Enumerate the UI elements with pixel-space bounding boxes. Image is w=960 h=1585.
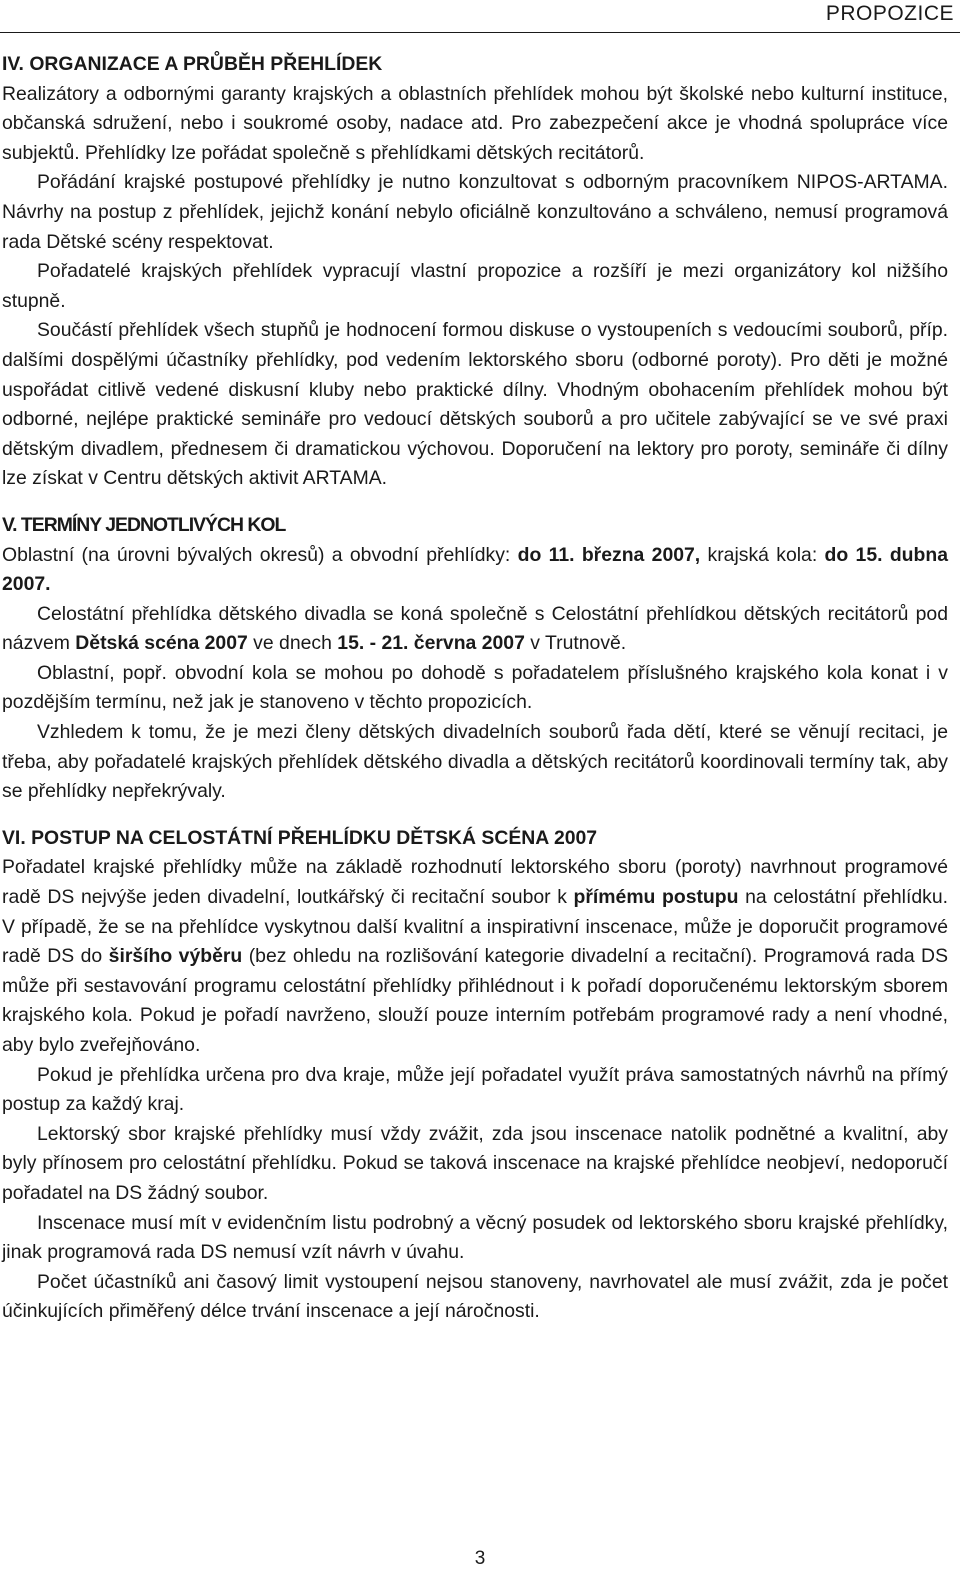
section-iv-heading: IV. ORGANIZACE A PRŮBĚH PŘEHLÍDEK xyxy=(2,53,383,75)
section-v-paragraph-3: Oblastní, popř. obvodní kola se mohou po dohodě s pořadatelem příslušného krajského kola konat i v pozdějším termínu, než jak je stanoveno v těchto propozicích. xyxy=(2,661,948,714)
section-iv-paragraph-3: Pořadatelé krajských přehlídek vypracují vlastní propozice a rozšíří je mezi organizátory kol nižšího stupně. xyxy=(2,260,948,312)
text-run: na celostátní přehlídku. V případě, že se na přehlídce vyskytnou další kvalitní a inspirativní inscenace, může je doporučit programové radě DS do xyxy=(2,886,949,968)
section-v-heading: V. TERMÍNY JEDNOTLIVÝCH KOL xyxy=(2,513,286,536)
section-vi-paragraph-5: Počet účastníků ani časový limit vystoupení nejsou stanoveny, navrhovatel ale musí zvážit, zda je počet účinkujících přiměřený délce trvání inscenace a její náročnosti. xyxy=(2,1270,948,1323)
running-header: PROPOZICE xyxy=(825,2,954,25)
section-vi-paragraph-3: Lektorský sbor krajské přehlídky musí vždy zvážit, zda jsou inscenace natolik podnětné a kvalitní, aby byly přínosem pro celostátní přehlídku. Pokud se taková inscenace na krajské přehlídce neobjeví, nedoporučí pořadatel na DS žádný soubor. xyxy=(2,1122,948,1204)
text-run: Celostátní přehlídka dětského divadla se koná společně s Celostátní přehlídkou dětských recitátorů pod názvem xyxy=(2,602,948,655)
section-iv-paragraph-2: Pořádání krajské postupové přehlídky je nutno konzultovat s odborným pracovníkem NIPOS-ARTAMA. Návrhy na postup z přehlídek, jejichž konání nebylo oficiálně konzultováno a schváleno, nemusí programová rada Dětské scény respektovat. xyxy=(2,171,948,253)
section-iv-paragraph-1: Realizátory a odbornými garanty krajských a oblastních přehlídek mohou být školské nebo kulturní instituce, občanská sdružení, nebo i soukromé osoby, nadace atd. Pro zabezpečení akce je vhodná spolupráce více subjektů. Přehlídky lze pořádat společně s přehlídkami dětských recitátorů. xyxy=(2,82,948,164)
section-vi-heading: VI. POSTUP NA CELOSTÁTNÍ PŘEHLÍDKU DĚTSKÁ SCÉNA 2007 xyxy=(2,826,598,849)
section-v-paragraph-1 xyxy=(2,541,948,600)
section-vi-paragraph-1 xyxy=(2,853,948,1060)
festival-dates: 15. - 21. června 2007 xyxy=(337,632,525,655)
deadline-oblastni: do 11. března 2007, xyxy=(517,543,701,566)
section-spacer xyxy=(2,807,948,824)
section-spacer xyxy=(2,494,948,511)
festival-name: Dětská scéna 2007 xyxy=(75,632,248,655)
text-run: Oblastní (na úrovni bývalých okresů) a obvodní přehlídky: xyxy=(2,543,518,566)
text-run: (bez ohledu na rozlišování kategorie divadelní a recitační). Programová rada DS může při sestavování programu celostátní přehlídky přihlédnout i k pořadí doporučenému lektorským sborem krajského kola. Pokud je pořadí navrženo, slouží pouze interním potřebám programové rady a není vhodné, aby bylo zveřejňováno. xyxy=(2,945,948,1056)
page-content xyxy=(2,50,948,1327)
section-vi-paragraph-4: Inscenace musí mít v evidenčním listu podrobný a věcný posudek od lektorského sboru krajské přehlídky, jinak programová rada DS nemusí vzít návrh v úvahu. xyxy=(2,1211,948,1264)
text-run: Pořadatel krajské přehlídky může na základě rozhodnutí lektorského sboru (poroty) navrhnout programové radě DS nejvýše jeden divadelní, loutkářský či recitační soubor k xyxy=(2,856,948,909)
text-run: v Trutnově. xyxy=(524,632,627,655)
emphasis-primy-postup: přímému postupu xyxy=(573,886,739,909)
text-run: ve dnech xyxy=(247,632,338,655)
section-v-paragraph-2 xyxy=(2,600,948,659)
deadline-krajska: do 15. dubna 2007. xyxy=(2,543,949,596)
section-iv-paragraph-4: Součástí přehlídek všech stupňů je hodnocení formou diskuse o vystoupeních s vedoucími souborů, příp. dalšími dospělými účastníky přehlídky, pod vedením lektorského sboru (odborné poroty). Pro děti je možné uspořádat citlivě vedené diskusní kluby nebo praktické dílny. Vhodným obohacením přehlídek mohou být odborné, nejlépe praktické semináře pro vedoucí dětských souborů a pro učitele zabývající se ve své praxi dětským divadlem, přednesem či dramatickou výchovou. Doporučení na lektory pro poroty, semináře či dílny lze získat v Centru dětských aktivit ARTAMA. xyxy=(2,319,948,490)
header-rule xyxy=(0,32,960,33)
section-vi-paragraph-2: Pokud je přehlídka určena pro dva kraje, může její pořadatel využít práva samostatných návrhů na přímý postup za každý kraj. xyxy=(2,1063,948,1116)
emphasis-sirsi-vyber: širšího výběru xyxy=(108,945,243,968)
page-number: 3 xyxy=(474,1548,486,1569)
text-run: krajská kola: xyxy=(700,543,825,566)
section-v-paragraph-4: Vzhledem k tomu, že je mezi členy dětských divadelních souborů řada dětí, které se věnují recitaci, je třeba, aby pořadatelé krajských přehlídek dětského divadla a dětských recitátorů koordinovali termíny tak, aby se přehlídky nepřekrývaly. xyxy=(2,721,948,803)
